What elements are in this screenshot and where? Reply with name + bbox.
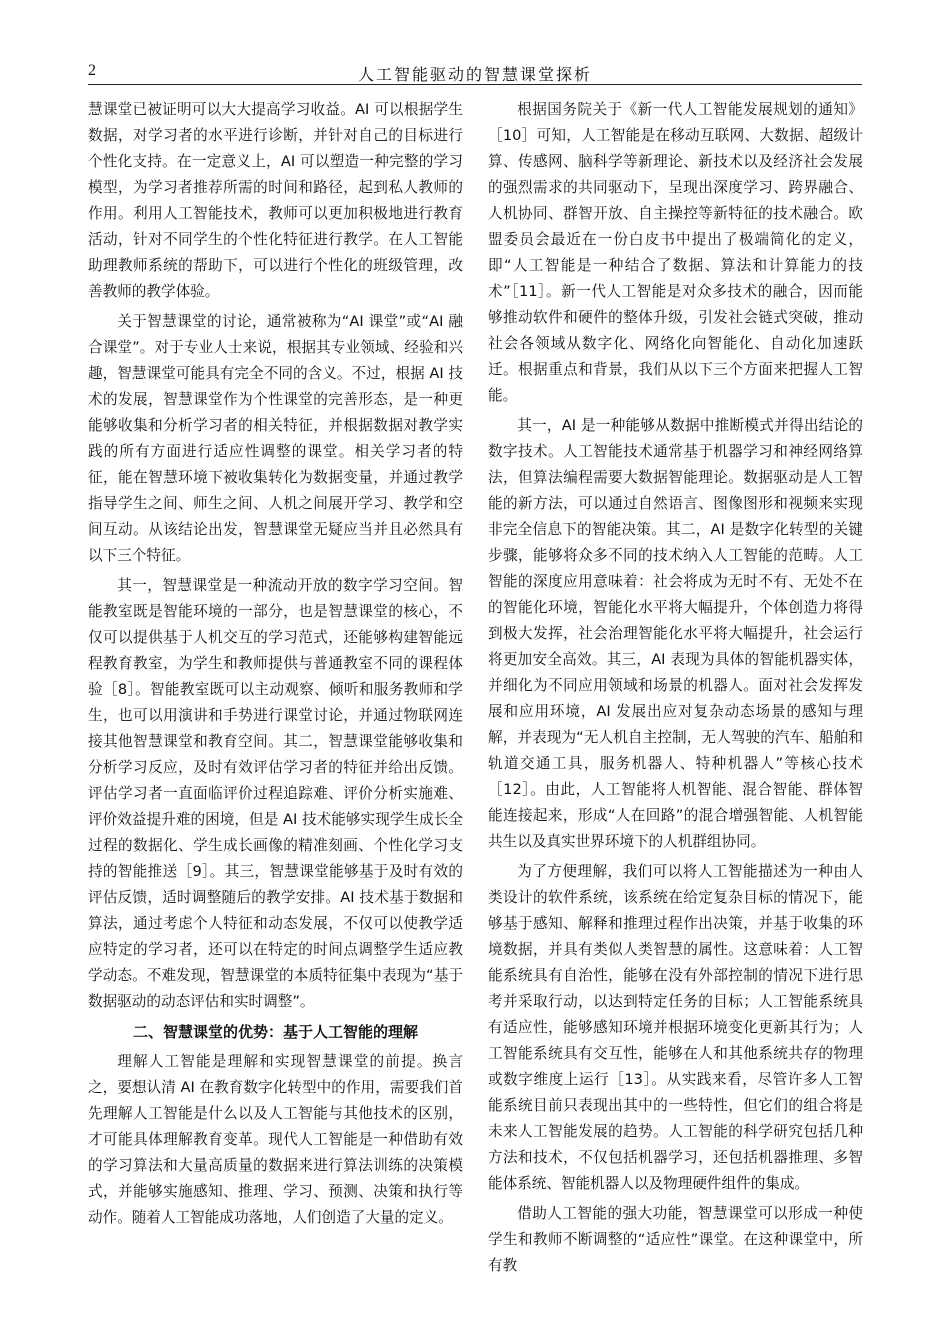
running-header [88, 60, 862, 85]
paragraph: 借助人工智能的强大功能，智慧课堂可以形成一种使学生和教师不断调整的“适应性”课堂。在这种课堂中，所有教 [488, 1205, 863, 1274]
page-number: 2 [88, 62, 96, 79]
paragraph: 理解人工智能是理解和实现智慧课堂的前提。换言之，要想认清 AI 在教育数字化转型中的作用，需要我们首先理解人工智能是什么以及人工智能与其他技术的区别，才可能具体理解教育变革。现代人工智能是一种借助有效的学习算法和大量高质量的数据来进行算法训练的决策模式，并能够实施感知、推理、学习、预测、决策和执行等动作。随着人工智能成功落地，人们创造了大量的定义。 [88, 1053, 463, 1226]
paragraph: 根据国务院关于《新一代人工智能发展规划的通知》［10］可知，人工智能是在移动互联网、大数据、超级计算、传感网、脑科学等新理论、新技术以及经济社会发展的强烈需求的共同驱动下，呈现出深度学习、跨界融合、人机协同、群智开放、自主操控等新特征的技术融合。欧盟委员会最近在一份白皮书中提出了极端简化的定义，即“人工智能是一种结合了数据、算法和计算能力的技术”［11］。新一代人工智能是对众多技术的融合，因而能够推动软件和硬件的整体升级，引发社会链式突破，推动社会各领域从数字化、网络化向智能化、自动化加速跃迁。根据重点和背景，我们从以下三个方面来把握人工智能。 [488, 101, 863, 404]
paragraph: 其一，AI 是一种能够从数据中推断模式并得出结论的数字技术。人工智能技术通常基于机器学习和神经网络算法，但算法编程需要大数据智能理论。数据驱动是人工智能的新方法，可以通过自然语言、图像图形和视频来实现非完全信息下的智能决策。其二，AI 是数字化转型的关键步骤，能够将众多不同的技术纳入人工智能的范畴。人工智能的深度应用意味着：社会将成为无时不有、无处不在的智能化环境，智能化水平将大幅提升，个体创造力将得到极大发挥，社会治理智能化水平将大幅提升，社会运行将更加安全高效。其三，AI 表现为具体的智能机器实体，并细化为不同应用领域和场景的机器人。面对社会发挥发展和应用环境，AI 发展出应对复杂动态场景的感知与理解，并表现为“无人机自主控制，无人驾驶的汽车、船舶和轨道交通工具，服务机器人、特种机器人”等核心技术［12］。由此，人工智能将人机智能、混合智能、群体智能连接起来，形成“人在回路”的混合增强智能、人机智能共生以及真实世界环境下的人机群组协同。 [488, 417, 863, 850]
right-column [488, 97, 863, 1283]
paragraph: 慧课堂已被证明可以大大提高学习收益。AI 可以根据学生数据，对学习者的水平进行诊断，并针对自己的目标进行个性化支持。在一定意义上，AI 可以塑造一种完整的学习模型，为学习者推荐所需的时间和路径，起到私人教师的作用。利用人工智能技术，教师可以更加积极地进行教育活动，针对不同学生的个性化特征进行教学。在人工智能助理教师系统的帮助下，可以进行个性化的班级管理，改善教师的教学体验。 [88, 101, 463, 300]
journal-title: 人工智能驱动的智慧课堂探析 [357, 65, 592, 84]
section-heading: 二、智慧课堂的优势：基于人工智能的理解 [132, 1023, 418, 1041]
paragraph: 关于智慧课堂的讨论，通常被称为“AI 课堂”或“AI 融合课堂”。对于专业人士来说，根据其专业领域、经验和兴趣，智慧课堂可能具有完全不同的含义。不过，根据 AI 技术的发展，智慧课堂作为个性课堂的完善形态，是一种更能够收集和分析学习者的相关特征，并根据数据对教学实践的所有方面进行适应性调整的课堂。相关学习者的特征，能在智慧环境下被收集转化为数据变量，并通过教学指导学生之间、师生之间、人机之间展开学习、教学和空间互动。从该结论出发，智慧课堂无疑应当并且必然具有以下三个特征。 [88, 313, 463, 564]
paragraph: 其一，智慧课堂是一种流动开放的数字学习空间。智能教室既是智能环境的一部分，也是智慧课堂的核心，不仅可以提供基于人机交互的学习范式，还能够构建智能远程教育教室，为学生和教师提供与普通教室不同的课程体验［8］。智能教室既可以主动观察、倾听和服务教师和学生，也可以用演讲和手势进行课堂讨论，并通过物联网连接其他智慧课堂和教育空间。其二，智慧课堂能够收集和分析学习反应，及时有效评估学习者的特征并给出反馈。评估学习者一直面临评价过程追踪难、评价分析实施难、评价效益提升难的困境，但是 AI 技术能够实现学生成长全过程的数据化、学生成长画像的精准刻画、个性化学习支持的智能推送［9］。其三，智慧课堂能够基于及时有效的评估反馈，适时调整随后的教学安排。AI 技术基于数据和算法，通过考虑个人特征和动态发展，不仅可以使教学适应特定的学习者，还可以在特定的时间点调整学生适应教学动态。不难发现，智慧课堂的本质特征集中表现为“基于数据驱动的动态评估和实时调整”。 [88, 577, 463, 1010]
paragraph: 为了方便理解，我们可以将人工智能描述为一种由人类设计的软件系统，该系统在给定复杂目标的情况下，能够基于感知、解释和推理过程作出决策，并基于收集的环境数据，并具有类似人类智慧的属性。这意味着：人工智能系统具有自治性，能够在没有外部控制的情况下进行思考并采取行动，以达到特定任务的目标；人工智能系统具有适应性，能够感知环境并根据环境变化更新其行为；人工智能系统具有交互性，能够在人和其他系统共存的物理或数字维度上运行［13］。从实践来看，尽管许多人工智能系统目前只表现出其中的一些特性，但它们的组合将是未来人工智能发展的趋势。人工智能的科学研究包括几种方法和技术，不仅包括机器学习，还包括机器推理、多智能体系统、智能机器人以及物理硬件组件的集成。 [488, 863, 863, 1192]
left-column [88, 97, 463, 1235]
